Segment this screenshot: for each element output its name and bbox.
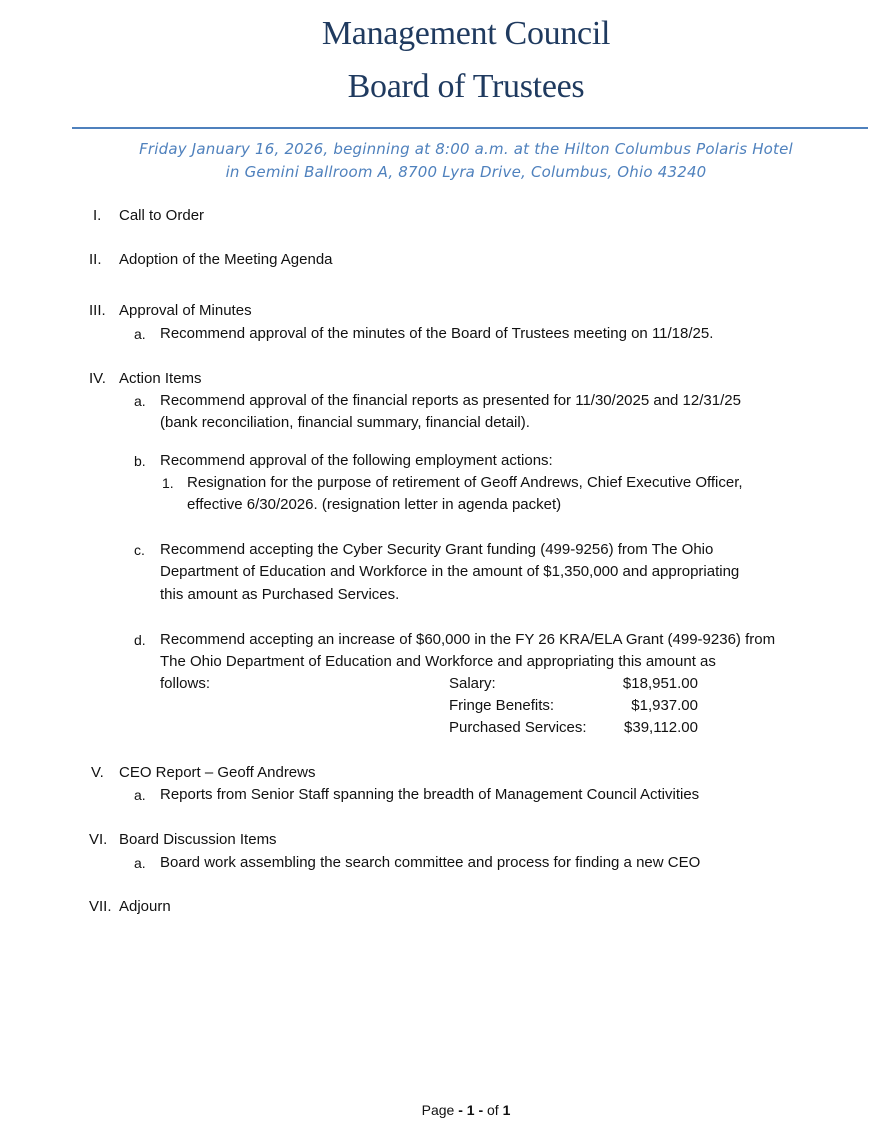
item-text: this amount as Purchased Services. bbox=[160, 586, 400, 603]
item-letter: c. bbox=[134, 542, 145, 558]
section-numeral: IV. bbox=[89, 370, 106, 387]
item-text: The Ohio Department of Education and Workforce and appropriating this amount as bbox=[160, 653, 716, 670]
meeting-datetime-location: Friday January 16, 2026, beginning at 8:00 a.m. at the Hilton Columbus Polaris Hotel bbox=[139, 140, 793, 158]
item-text: Recommend approval of the minutes of the Board of Trustees meeting on 11/18/25. bbox=[160, 325, 714, 342]
item-letter: a. bbox=[134, 787, 146, 803]
item-text: follows: bbox=[160, 675, 211, 692]
section-title: Adjourn bbox=[119, 898, 171, 915]
item-text: Board work assembling the search committee and process for finding a new CEO bbox=[160, 854, 701, 871]
header-divider bbox=[72, 127, 868, 129]
allocation-label: Fringe Benefits: bbox=[449, 697, 555, 714]
item-letter: a. bbox=[134, 393, 146, 409]
title-board: Board of Trustees bbox=[347, 68, 585, 105]
item-letter: a. bbox=[134, 326, 146, 342]
title-organization: Management Council bbox=[321, 15, 611, 52]
sub-item-text: Resignation for the purpose of retirement of Geoff Andrews, Chief Executive Officer, bbox=[187, 474, 743, 491]
page-current: - 1 - bbox=[458, 1102, 484, 1118]
item-text: Recommend approval of the following employment actions: bbox=[160, 452, 553, 469]
section-title: Action Items bbox=[119, 370, 202, 387]
item-text: (bank reconciliation, financial summary, financial detail). bbox=[160, 414, 530, 431]
allocation-amount: $18,951.00 bbox=[622, 675, 698, 692]
section-numeral: I. bbox=[93, 207, 102, 224]
allocation-amount: $1,937.00 bbox=[631, 697, 698, 714]
item-text: Recommend accepting an increase of $60,000 in the FY 26 KRA/ELA Grant (499-9236) from bbox=[160, 631, 776, 648]
sub-item-text: effective 6/30/2026. (resignation letter in agenda packet) bbox=[187, 496, 562, 513]
page-of: of bbox=[483, 1102, 503, 1118]
section-title: Approval of Minutes bbox=[119, 302, 252, 319]
section-title: Call to Order bbox=[119, 207, 205, 224]
item-letter: b. bbox=[134, 453, 146, 469]
section-numeral: VI. bbox=[89, 831, 108, 848]
item-letter: d. bbox=[134, 632, 146, 648]
section-numeral: V. bbox=[91, 764, 104, 781]
item-text: Department of Education and Workforce in the amount of $1,350,000 and appropriating bbox=[160, 563, 740, 580]
section-title: Adoption of the Meeting Agenda bbox=[119, 251, 333, 268]
section-numeral: III. bbox=[89, 302, 106, 319]
sub-item-number: 1. bbox=[162, 475, 174, 491]
page-total: 1 bbox=[502, 1102, 511, 1118]
item-text: Reports from Senior Staff spanning the breadth of Management Council Activities bbox=[160, 786, 700, 803]
page-prefix: Page bbox=[421, 1102, 459, 1118]
section-numeral: VII. bbox=[89, 898, 112, 915]
page-footer bbox=[0, 1101, 877, 1119]
section-title: CEO Report – Geoff Andrews bbox=[119, 764, 316, 781]
item-letter: a. bbox=[134, 855, 146, 871]
meeting-address: in Gemini Ballroom A, 8700 Lyra Drive, Columbus, Ohio 43240 bbox=[225, 163, 707, 181]
section-numeral: II. bbox=[89, 251, 102, 268]
allocation-amount: $39,112.00 bbox=[624, 719, 698, 736]
item-text: Recommend approval of the financial reports as presented for 11/30/2025 and 12/31/25 bbox=[160, 392, 741, 409]
allocation-label: Salary: bbox=[449, 675, 496, 692]
allocation-label: Purchased Services: bbox=[449, 719, 587, 736]
section-title: Board Discussion Items bbox=[119, 831, 277, 848]
item-text: Recommend accepting the Cyber Security Grant funding (499-9256) from The Ohio bbox=[160, 541, 714, 558]
